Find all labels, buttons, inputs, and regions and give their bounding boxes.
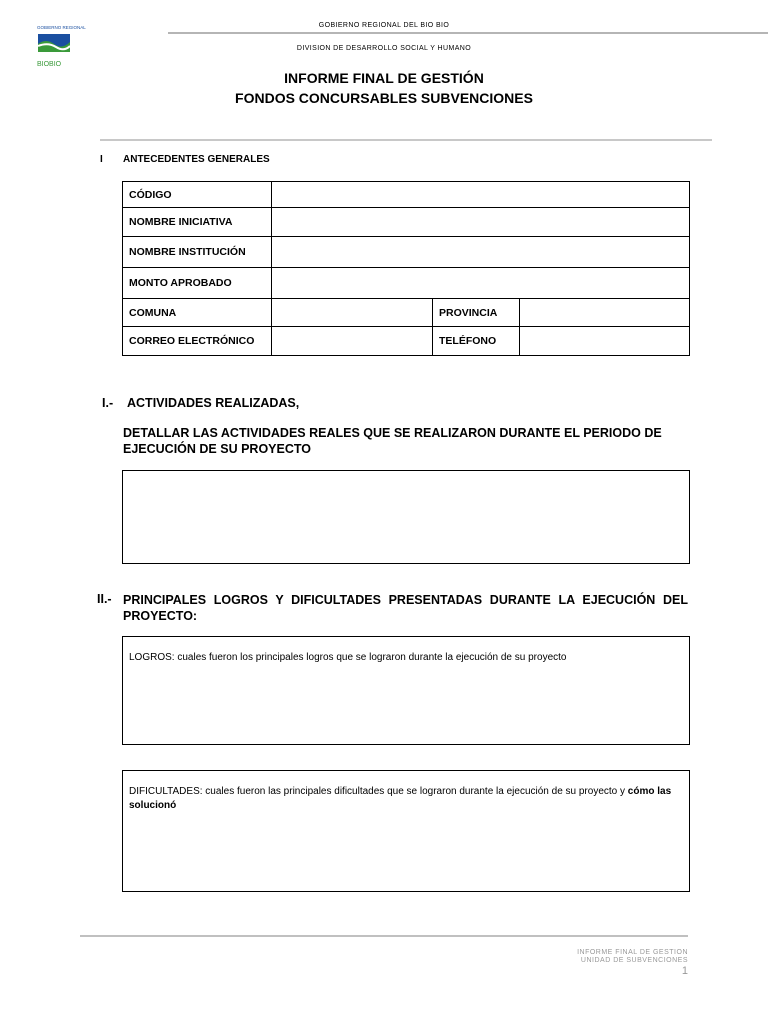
nombre-institucion-label: NOMBRE INSTITUCIÓN — [123, 237, 272, 268]
header-divider — [168, 32, 768, 34]
document-title-line1: INFORME FINAL DE GESTIÓN — [284, 70, 484, 86]
monto-aprobado-label: MONTO APROBADO — [123, 268, 272, 299]
header-org-name: GOBIERNO REGIONAL DEL BIO BIO — [318, 22, 450, 29]
page-number: 1 — [681, 965, 688, 977]
footer-line1: INFORME FINAL DE GESTION — [577, 949, 688, 956]
section1-title: ANTECEDENTES GENERALES — [123, 154, 270, 165]
footer-line2: UNIDAD DE SUBVENCIONES — [580, 957, 688, 964]
title-separator — [100, 139, 712, 141]
nombre-institucion-value-cell[interactable] — [272, 237, 690, 268]
monto-aprobado-value-cell[interactable] — [272, 268, 690, 299]
correo-label: CORREO ELECTRÓNICO — [123, 327, 272, 356]
dificultades-bold-text: cómo las solucionó — [129, 786, 672, 811]
dificultades-text-block — [123, 771, 689, 813]
section3-title: PRINCIPALES LOGROS Y DIFICULTADES PRESENTADAS DURANTE LA EJECUCIÓN DEL PROYECTO: — [123, 593, 688, 623]
dificultades-text: DIFICULTADES: cuales fueron las principales dificultades que se lograron durante la ejecución de su proyecto y — [129, 786, 626, 797]
logros-box[interactable] — [122, 636, 690, 745]
correo-value-cell[interactable] — [272, 327, 433, 356]
antecedentes-table — [122, 181, 690, 356]
footer-divider — [80, 935, 688, 937]
actividades-box[interactable] — [122, 470, 690, 564]
section3-number: II.- — [97, 592, 112, 606]
codigo-label: CÓDIGO — [123, 182, 272, 208]
codigo-value-cell[interactable] — [272, 182, 690, 208]
section2-title: ACTIVIDADES REALIZADAS, — [127, 396, 300, 410]
comuna-value-cell[interactable] — [272, 299, 433, 327]
telefono-value-cell[interactable] — [520, 327, 690, 356]
document-title-line2: FONDOS CONCURSABLES SUBVENCIONES — [235, 90, 533, 106]
section1-number: I — [100, 154, 103, 165]
nombre-iniciativa-label: NOMBRE INICIATIVA — [123, 208, 272, 237]
provincia-label: PROVINCIA — [433, 299, 520, 327]
section2-subtitle: DETALLAR LAS ACTIVIDADES REALES QUE SE REALIZARON DURANTE EL PERIODO DE EJECUCIÓN DE SU PROYECTO — [123, 426, 662, 456]
logo-text-top: GOBIERNO REGIONAL — [37, 25, 86, 30]
logros-text: LOGROS: cuales fueron los principales logros que se lograron durante la ejecución de su proyecto — [129, 652, 567, 663]
section2-number: I.- — [102, 396, 114, 410]
telefono-label: TELÉFONO — [433, 327, 520, 356]
logo-text-bottom: BIOBIO — [37, 61, 62, 68]
header-division: DIVISION DE DESARROLLO SOCIAL Y HUMANO — [296, 45, 472, 52]
comuna-label: COMUNA — [123, 299, 272, 327]
dificultades-box[interactable] — [122, 770, 690, 892]
nombre-iniciativa-value-cell[interactable] — [272, 208, 690, 237]
provincia-value-cell[interactable] — [520, 299, 690, 327]
